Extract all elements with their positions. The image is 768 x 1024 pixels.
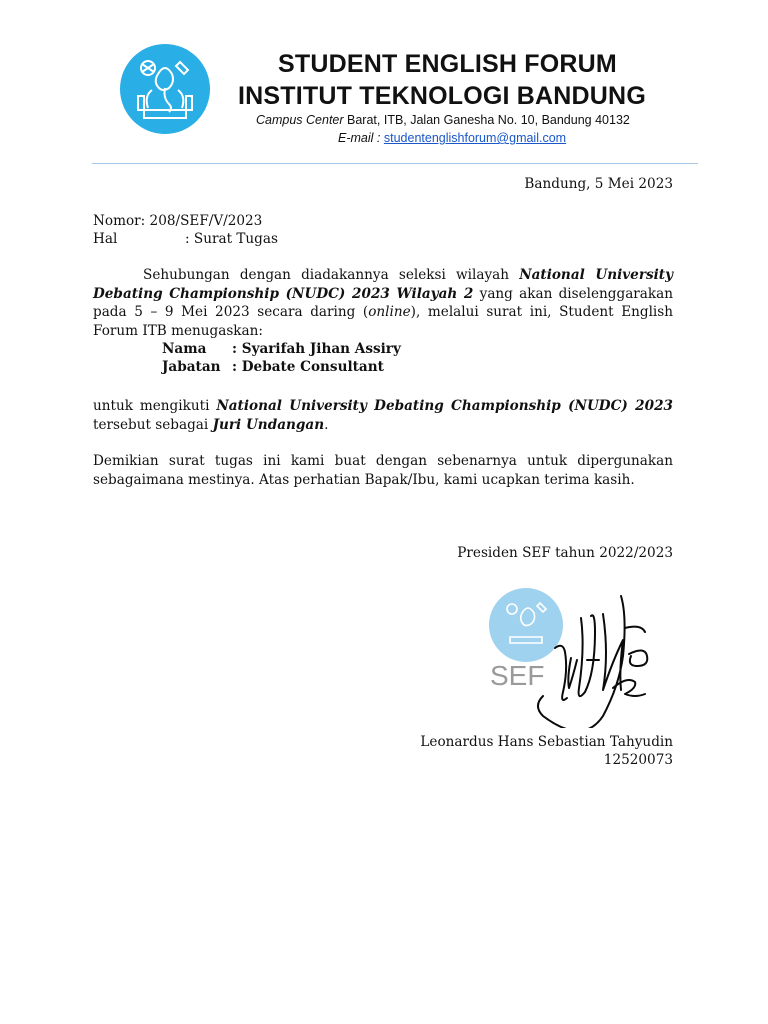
letter-subject (93, 230, 278, 248)
paragraph-purpose (93, 397, 673, 434)
p2-text-c: tersebut sebagai (93, 416, 213, 433)
p1-text-c: yang akan diselenggarakan pada 5 – 9 Mei 2023 secara daring ( (93, 285, 673, 320)
stamp-text: SEF (490, 660, 545, 691)
p2-text-e: . (324, 416, 329, 433)
subject-label: Hal (93, 231, 118, 247)
email-line (338, 131, 566, 145)
field-jabatan (162, 359, 384, 375)
p1-text-e: ), melalui surat ini, Student English Forum ITB menugaskan: (93, 304, 674, 339)
p2-text-a: untuk mengikuti (93, 398, 217, 414)
ganesha-emblem-icon (120, 44, 210, 134)
nama-label: Nama (162, 341, 207, 357)
address-line (256, 113, 630, 127)
p1-online: online (368, 304, 411, 320)
email-label: E-mail : (338, 131, 381, 145)
letter-date: Bandung, 5 Mei 2023 (524, 176, 673, 192)
signer-id: 12520073 (603, 752, 673, 768)
header-divider (92, 163, 698, 164)
paragraph-intro (93, 266, 673, 340)
field-nama (162, 341, 401, 357)
signer-name: Leonardus Hans Sebastian Tahyudin (420, 734, 673, 750)
p1-event-name: National University Debating Championship (NUDC) 2023 Wilayah 2 (93, 267, 673, 302)
president-title: Presiden SEF tahun 2022/2023 (457, 545, 673, 561)
nama-value: : Syarifah Jihan Assiry (232, 341, 401, 357)
jabatan-label: Jabatan (162, 359, 221, 375)
p1-text-a: Sehubungan dengan diadakannya seleksi wilayah (143, 267, 520, 283)
handwritten-signature-icon (525, 588, 675, 728)
subject-value: : Surat Tugas (185, 231, 278, 247)
p2-role: Juri Undangan (212, 416, 325, 433)
address-italic: Campus Center (256, 113, 344, 127)
org-name-line-2: INSTITUT TEKNOLOGI BANDUNG (238, 82, 646, 110)
letter-number: Nomor: 208/SEF/V/2023 (93, 213, 263, 229)
p2-event-name: National University Debating Championship (NUDC) 2023 (216, 398, 673, 414)
org-name-line-1: STUDENT ENGLISH FORUM (278, 50, 617, 78)
email-link[interactable]: studentenglishforum@gmail.com (383, 131, 567, 145)
paragraph-closing: Demikian surat tugas ini kami buat dengan sebenarnya untuk dipergunakan sebagaimana mestinya. Atas perhatian Bapak/Ibu, kami ucapkan terima kasih. (93, 453, 673, 488)
address-rest: Barat, ITB, Jalan Ganesha No. 10, Bandung 40132 (343, 113, 630, 127)
jabatan-value: : Debate Consultant (232, 359, 384, 375)
